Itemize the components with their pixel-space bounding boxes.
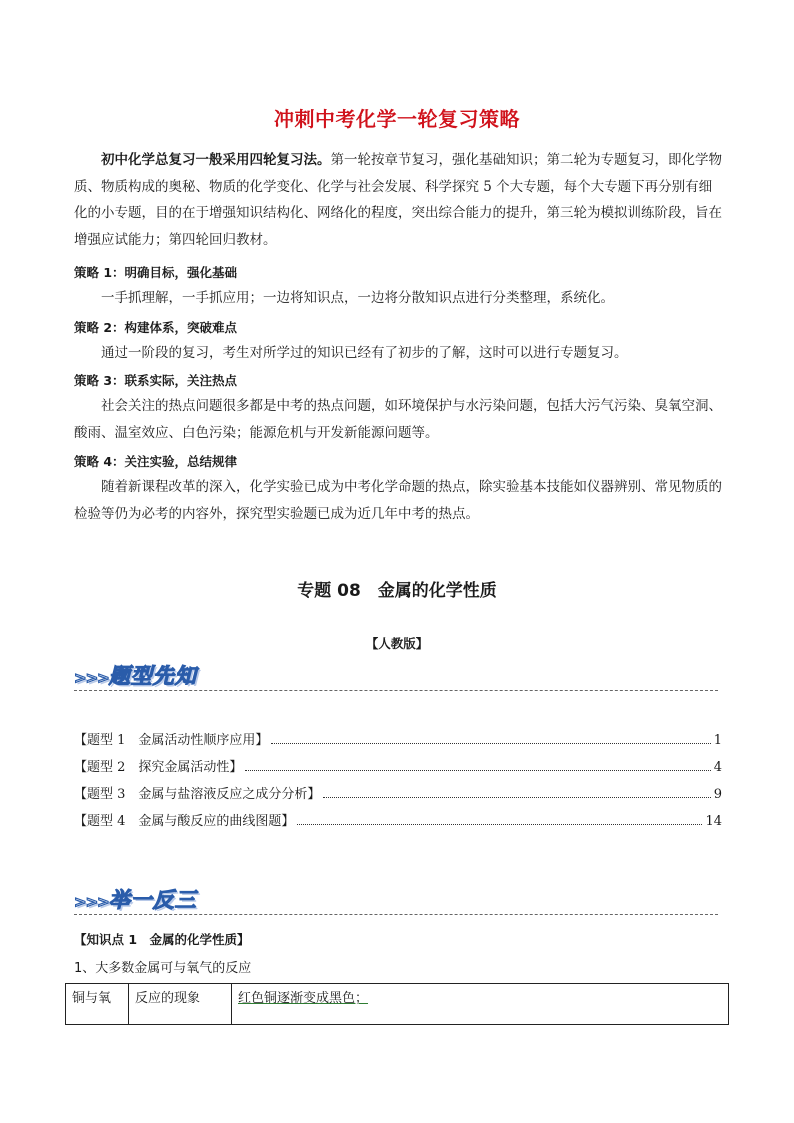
toc-item-label: 【题型 2 探究金属活动性】 (74, 760, 243, 775)
section-banner-question-types (74, 660, 197, 690)
section-banner-examples (74, 884, 197, 914)
toc-leader (297, 824, 702, 825)
banner-arrows-icon: >>> (74, 669, 109, 687)
toc-item[interactable] (74, 809, 722, 829)
table-cell: 反应的现象 (129, 984, 232, 1025)
subsection-heading: 1、大多数金属可与氧气的反应 (74, 961, 252, 976)
toc-item-label: 【题型 1 金属活动性顺序应用】 (74, 733, 269, 748)
intro-paragraph (74, 147, 724, 253)
table-cell: 铜与氧 (66, 984, 129, 1025)
topic-title: 专题 08 金属的化学性质 (297, 581, 497, 601)
section-divider (74, 690, 718, 691)
banner-arrows-icon: >>> (74, 893, 109, 911)
strategy-1-text: 一手抓理解，一手抓应用；一边将知识点，一边将分散知识点进行分类整理，系统化。 (101, 290, 614, 306)
toc-leader (323, 797, 710, 798)
edition-label: 【人教版】 (365, 636, 429, 651)
knowledge-point-heading: 【知识点 1 金属的化学性质】 (74, 932, 250, 947)
toc-item-page: 4 (713, 760, 722, 775)
strategy-1-heading: 策略 1：明确目标，强化基础 (74, 265, 238, 280)
banner-text: 题型先知 (108, 664, 197, 688)
banner-text: 举一反三 (108, 888, 197, 912)
reaction-phenomenon: 红色铜逐渐变成黑色； (238, 991, 369, 1006)
toc-item[interactable] (74, 755, 722, 775)
intro-lead: 初中化学总复习一般采用四轮复习法。 (101, 152, 331, 168)
toc-item[interactable] (74, 728, 722, 748)
toc-item-page: 14 (705, 814, 722, 829)
strategy-2-text: 通过一阶段的复习，考生对所学过的知识已经有了初步的了解，这时可以进行专题复习。 (101, 345, 628, 361)
table-cell (232, 984, 729, 1025)
toc-leader (271, 743, 710, 744)
strategy-2-heading: 策略 2：构建体系，突破难点 (74, 320, 238, 335)
toc-leader (245, 770, 710, 771)
toc-item-page: 9 (713, 787, 722, 802)
page-title: 冲刺中考化学一轮复习策略 (274, 107, 520, 131)
toc-item[interactable] (74, 782, 722, 802)
reaction-table (65, 983, 729, 1025)
section-divider (74, 914, 718, 915)
toc-item-label: 【题型 3 金属与盐溶液反应之成分分析】 (74, 787, 321, 802)
strategy-4-text: 随着新课程改革的深入，化学实验已成为中考化学命题的热点，除实验基本技能如仪器辨别、常见物质的检验等仍为必考的内容外，探究型实验题已成为近几年中考的热点。 (74, 479, 722, 522)
table-row (66, 984, 729, 1025)
strategy-4-heading: 策略 4：关注实验，总结规律 (74, 454, 238, 469)
strategy-3-heading: 策略 3：联系实际，关注热点 (74, 373, 238, 388)
toc-item-page: 1 (713, 733, 722, 748)
toc-item-label: 【题型 4 金属与酸反应的曲线图题】 (74, 814, 295, 829)
intro-text: 第一轮按章节复习，强化基础知识；第二轮为专题复习，即化学物质、物质构成的奥秘、物质的化学变化、化学与社会发展、科学探究 5 个大专题，每个大专题下再分别有细化的小专题，目的在于增强知识结构化、网络化的程度，突出综合能力的提升，第三轮为模拟训练阶段，旨在增强应试能力；第四轮回归教材。 (74, 152, 722, 248)
strategy-3-text: 社会关注的热点问题很多都是中考的热点问题，如环境保护与水污染问题，包括大污气污染、臭氧空洞、酸雨、温室效应、白色污染；能源危机与开发新能源问题等。 (74, 398, 722, 441)
